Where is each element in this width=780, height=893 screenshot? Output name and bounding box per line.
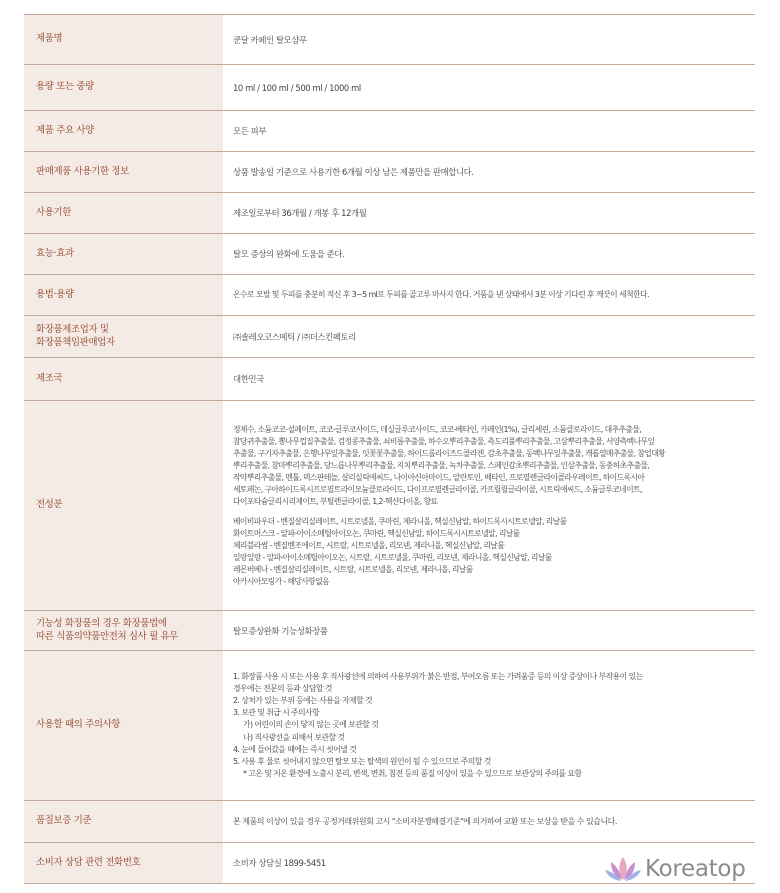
- table-row: [24, 152, 755, 193]
- row-label-quality: 품질보증 기준: [24, 801, 223, 843]
- row-label-country: 제조국: [24, 358, 223, 401]
- row-label-ingredients: 전성분: [24, 401, 223, 611]
- table-row: [24, 234, 755, 275]
- product-info-table: [24, 14, 755, 884]
- table-row: [24, 65, 755, 111]
- table-row: [24, 651, 755, 801]
- table-row: [24, 358, 755, 401]
- row-value-functional: 탈모증상완화 기능성화장품: [233, 625, 328, 636]
- table-row: [24, 111, 755, 152]
- table-row: [24, 275, 755, 316]
- watermark-text: Koreatop: [645, 856, 746, 882]
- row-label-usage: 용법·용량: [24, 275, 223, 316]
- row-value-country: 대한민국: [233, 374, 264, 384]
- row-label-shelf-life: 사용기한: [24, 193, 223, 234]
- row-value-shelf-life: 제조일로부터 36개월 / 개봉 후 12개월: [233, 208, 367, 218]
- row-value-product-name: 쿤달 카페인 탈모샴푸: [233, 34, 307, 45]
- row-value-volume: 10 ml / 100 ml / 500 ml / 1000 ml: [233, 82, 361, 93]
- row-value-phone: 소비자 상담실 1899-5451: [233, 858, 326, 868]
- row-value-cautions: 1. 화장품 사용 시 또는 사용 후 직사광선에 의하여 사용부위가 붉은 반점, 부어오름 또는 가려움증 등의 이상 증상이나 부작용이 있는 경우에는 전문의 등과 상담할 것 2. 상처가 있는 부위 등에는 사용을 자제할 것 3. 보관 및 취급 시 주의사항 가) 어린이의 손이 닿지 않는 곳에 보관할 것 나) 직사광선을 피해서 보관할 것 4. 눈에 들어갔을 때에는 즉시 씻어낼 것 5. 사용 후 물로 씻어내지 않으면 탈모 또는 탈색의 원인이 될 수 있으므로 주의할 것 * 고온 및 저온 환경에 노출시 분리, 변색, 변취, 침전 등의 품질 이상이 있을 수 있으므로 보관상의 주의를 요함: [233, 671, 643, 779]
- table-row: [24, 611, 755, 651]
- row-label-manufacturer: 화장품제조업자 및 화장품책임판매업자: [24, 316, 223, 358]
- row-label-main-spec: 제품 주요 사양: [24, 111, 223, 152]
- row-value-ingredients: 정제수, 소듐코코-설페이트, 코코-글루코사이드, 데실글루코사이드, 코코-베타인, 카페인(1%), 글리세린, 소듐클로라이드, 대추추출물, 참당귀추출물, 뽕나무껍질추출물, 검정콩추출물, 쇠비름추출물, 하수오뿌리추출물, 측도리풀뿌리추출물, 고삼뿌리추출물, 서양측백나무잎 추출물, 구기자추출물, 은행나무잎추출물, 잇꽃꽃추출물, 하이드롤라이즈드콜라겐, 감초추출물, 동백나무잎추출물, 캐롭열매추출물, 참업대황 뿌리추출물, 참마뿌리추출물, 당느릅나무뿌리추출물, 지치뿌리추출물, 녹차추출물, 스페인감초뿌리추출물, 인삼추출물, 동충하초추출물, 작약뿌리추출물, 멘톨, 덱스판테놀, 살리실릭애씨드, 나이아신아마이드, 알란토인, 베타인, 프로필렌글라이콜라우레이트, 하이드록시아 세토페논, 구아하이드록시프로필트라이모늄클로라이드, 다이프로필렌글라이콜, 카프릴릴글라이콜, 시트릭애씨드, 소듐글루코네이트, 다이포타슘글리시리제이트, 부틸렌글라이콜, 1,2-헥산다이올, 향료 베이비파우더 - 벤질살리실레이트, 시트로넬올, 쿠마린, 제라니올, 헥실신남알, 하이드록시시트로넬알, 리날룰 화이트머스크 - 알파-아이소메틸아이오논, 쿠마린, 헥실신남알, 하이드록시시트로넬알, 리날룰 체리블라썸 - 벤질벤조에이트, 시트랄, 시트로넬올, 리모넨, 제라니올, 헥실신남알, 리날룰 일랑일랑 - 알파-아이소메틸아이오논, 시트랄, 시트로넬올, 쿠마린, 리모넨, 제라니올, 헥실신남알, 리날룰 레몬버베나 - 벤질살리실레이트, 시트랄, 시트로넬올, 리모넨, 제라니올, 리날룰 아카시아모링가 - 해당사항없음: [233, 424, 666, 586]
- table-row: [24, 401, 755, 611]
- row-label-efficacy: 효능·효과: [24, 234, 223, 275]
- row-label-cautions: 사용할 때의 주의사항: [24, 651, 223, 801]
- table-row: [24, 15, 755, 65]
- product-info-sheet: [24, 14, 755, 884]
- row-label-product-name: 제품명: [24, 15, 223, 65]
- row-value-main-spec: 모든 피부: [233, 126, 267, 136]
- row-label-functional: 기능성 화장품의 경우 화장품법에 따른 식품의약품안전처 심사 필 유무: [24, 611, 223, 651]
- lotus-icon: [603, 853, 643, 885]
- table-row: [24, 316, 755, 358]
- row-value-expiry-info: 상품 발송일 기준으로 사용기한 6개월 이상 남은 제품만을 판매합니다.: [233, 167, 474, 177]
- row-value-quality: 본 제품의 이상이 있을 경우 공정거래위원회 고시 "소비자분쟁해결기준"에 의거하여 교환 또는 보상을 받을 수 있습니다.: [233, 816, 617, 826]
- row-label-expiry-info: 판매제품 사용기한 정보: [24, 152, 223, 193]
- row-label-phone: 소비자 상담 관련 전화번호: [24, 843, 223, 884]
- table-row: [24, 801, 755, 843]
- row-label-volume: 용량 또는 중량: [24, 65, 223, 111]
- watermark: [603, 852, 746, 886]
- table-row: [24, 193, 755, 234]
- row-value-efficacy: 탈모 증상의 완화에 도움을 준다.: [233, 249, 345, 259]
- row-value-manufacturer: ㈜솔레오코스메틱 / ㈜더스킨팩토리: [233, 331, 356, 342]
- row-value-usage: 온수로 모발 및 두피를 충분히 적신 후 3~5 ml로 두피를 골고루 마사지 한다. 거품을 낸 상태에서 3분 이상 기다린 후 깨끗이 세척한다.: [233, 290, 649, 299]
